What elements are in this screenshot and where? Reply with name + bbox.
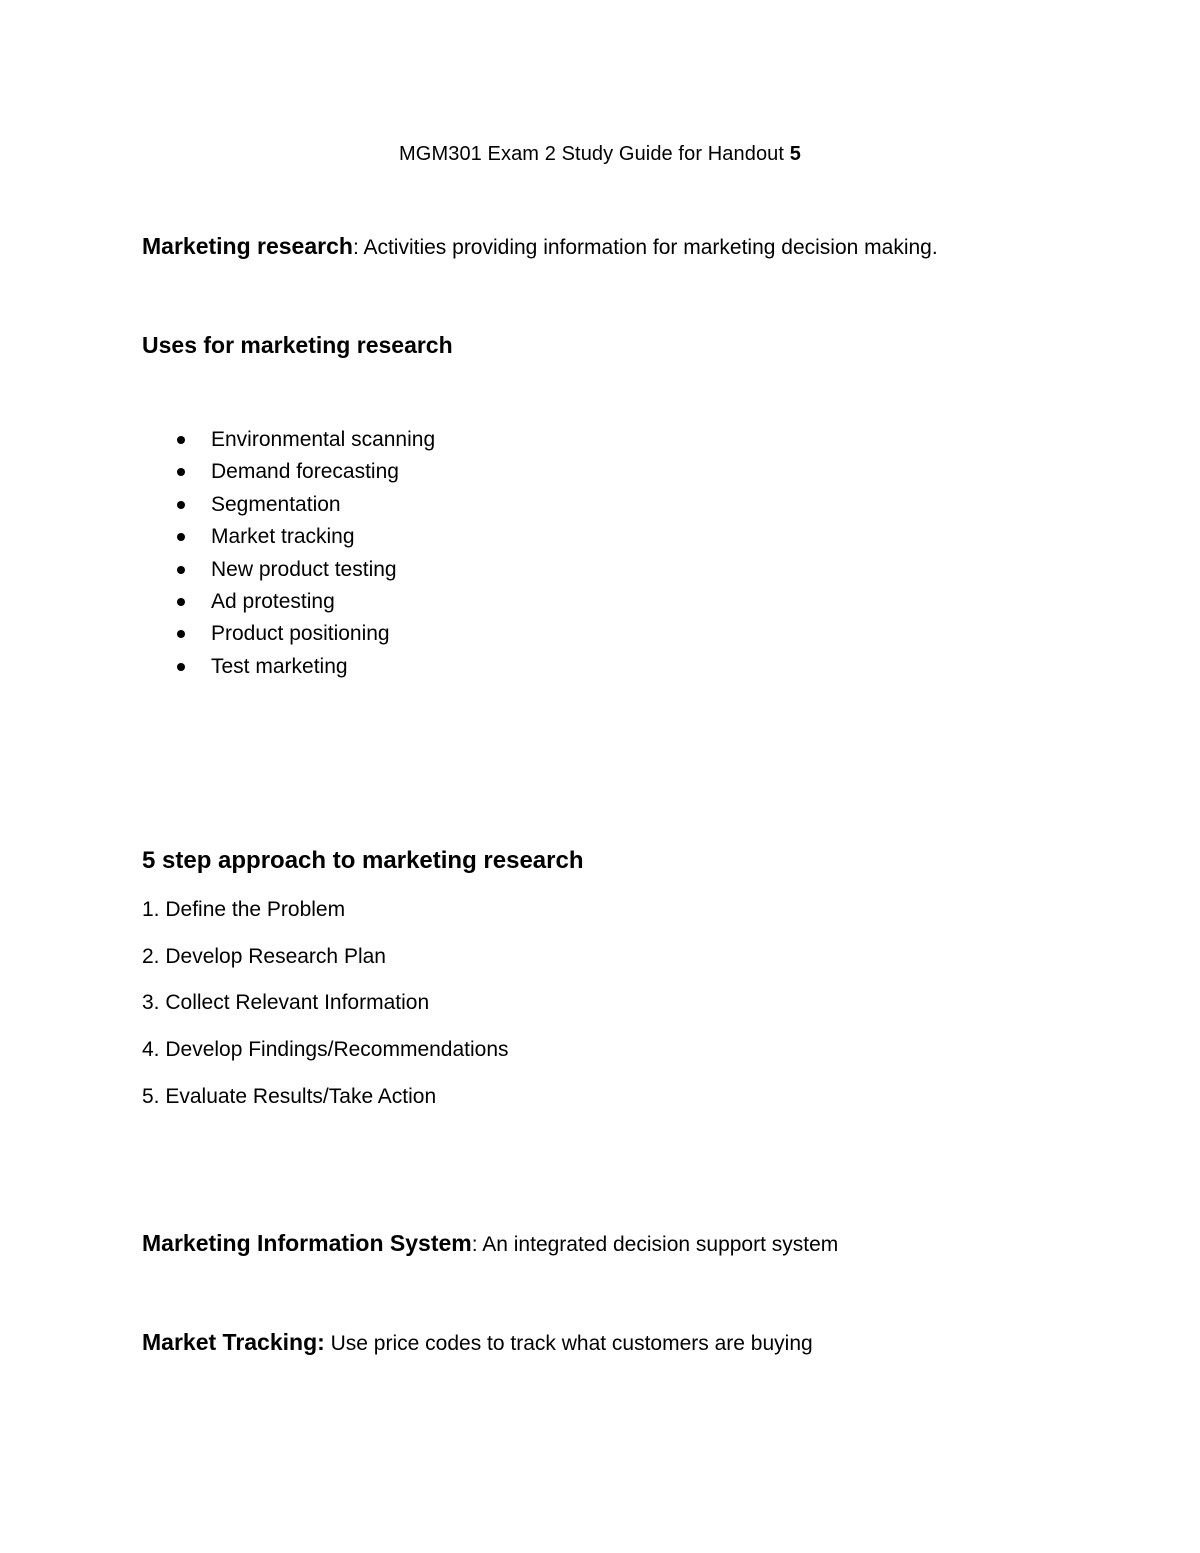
bullet-icon bbox=[177, 533, 185, 541]
uses-heading: Uses for marketing research bbox=[142, 332, 453, 358]
bullet-icon bbox=[177, 630, 185, 638]
list-item-text: Environmental scanning bbox=[211, 428, 436, 451]
list-item bbox=[172, 491, 435, 523]
bullet-icon bbox=[177, 663, 185, 671]
list-item bbox=[172, 653, 435, 685]
list-item bbox=[172, 556, 435, 588]
market-tracking-text: Use price codes to track what customers are buying bbox=[324, 1332, 813, 1355]
uses-list bbox=[172, 426, 435, 685]
list-item-text: Demand forecasting bbox=[211, 460, 399, 484]
bullet-icon bbox=[177, 566, 185, 574]
list-item bbox=[172, 458, 435, 490]
list-item bbox=[172, 588, 435, 620]
list-item bbox=[172, 523, 435, 555]
document-title bbox=[0, 143, 1200, 166]
bullet-icon bbox=[177, 468, 185, 476]
list-item-text: Product positioning bbox=[211, 622, 390, 646]
marketing-research-definition bbox=[142, 233, 938, 260]
step-item: 3. Collect Relevant Information bbox=[142, 991, 430, 1015]
list-item-text: New product testing bbox=[211, 557, 397, 581]
list-item-text: Test marketing bbox=[211, 654, 348, 678]
steps-list bbox=[142, 896, 509, 1129]
list-item bbox=[172, 426, 435, 458]
list-item-text: Market tracking bbox=[211, 525, 355, 549]
bullet-icon bbox=[177, 598, 185, 606]
mis-term: Marketing Information System bbox=[142, 1230, 472, 1256]
step-item: 4. Develop Findings/Recommendations bbox=[142, 1038, 509, 1062]
bullet-icon bbox=[177, 501, 185, 509]
list-item-text: Ad protesting bbox=[211, 589, 335, 613]
step-item: 1. Define the Problem bbox=[142, 898, 346, 921]
market-tracking-definition bbox=[142, 1329, 813, 1356]
marketing-research-text: : Activities providing information for marketing decision making. bbox=[352, 236, 938, 259]
marketing-research-term: Marketing research bbox=[142, 233, 353, 259]
mis-definition bbox=[142, 1230, 838, 1257]
market-tracking-term: Market Tracking: bbox=[142, 1329, 325, 1355]
step-item: 5. Evaluate Results/Take Action bbox=[142, 1084, 437, 1108]
bullet-icon bbox=[177, 436, 185, 444]
list-item bbox=[172, 620, 435, 652]
title-text: MGM301 Exam 2 Study Guide for Handout bbox=[399, 143, 785, 165]
steps-heading: 5 step approach to marketing research bbox=[142, 847, 584, 874]
step-item: 2. Develop Research Plan bbox=[142, 944, 386, 968]
mis-text: : An integrated decision support system bbox=[471, 1233, 839, 1256]
title-handout-number: 5 bbox=[789, 143, 801, 165]
list-item-text: Segmentation bbox=[211, 492, 341, 516]
